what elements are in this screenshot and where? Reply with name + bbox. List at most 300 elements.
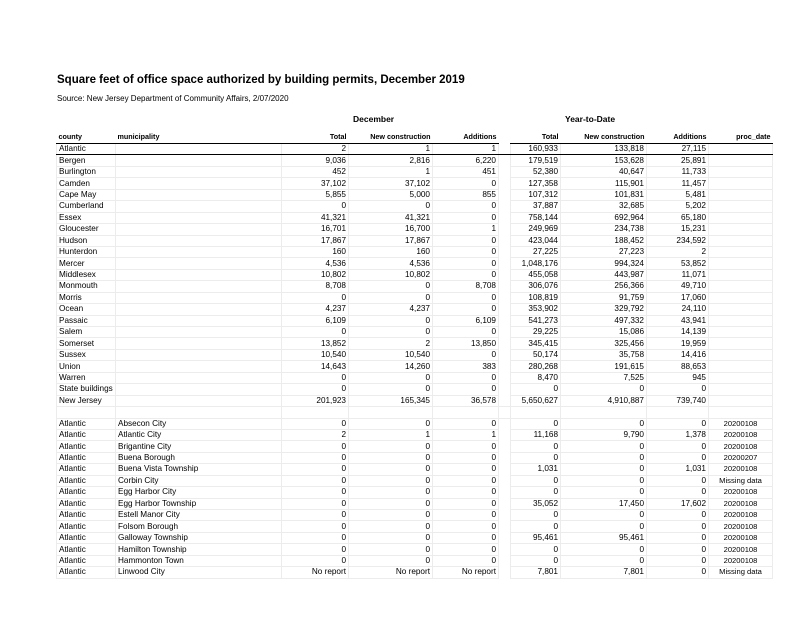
table-cell: 9,036 [282, 155, 349, 166]
table-cell: 0 [433, 487, 499, 498]
gap-cell [499, 372, 511, 383]
table-cell: 0 [282, 487, 349, 498]
table-cell: New Jersey [57, 395, 116, 406]
table-cell: 0 [561, 487, 647, 498]
gap-cell [499, 487, 511, 498]
table-cell [709, 292, 773, 303]
table-cell: 7,801 [561, 567, 647, 578]
table-cell: 52,380 [511, 166, 561, 177]
table-cell [116, 292, 282, 303]
table-cell: Hammonton Town [116, 555, 282, 566]
gap-cell [499, 304, 511, 315]
table-cell: State buildings [57, 384, 116, 395]
table-cell: Buena Borough [116, 452, 282, 463]
table-cell: 17,867 [282, 235, 349, 246]
table-cell: 0 [282, 510, 349, 521]
spacer-cell [561, 407, 647, 418]
table-cell: 0 [561, 384, 647, 395]
table-row [57, 544, 773, 555]
table-cell: 15,231 [647, 224, 709, 235]
table-cell: 0 [349, 327, 433, 338]
table-cell [116, 395, 282, 406]
table-cell: 0 [647, 532, 709, 543]
table-cell: 0 [511, 487, 561, 498]
source-note: Source: New Jersey Department of Community Affairs, 2/07/2020 [57, 94, 289, 103]
table-row [57, 452, 773, 463]
table-cell: 188,452 [561, 235, 647, 246]
table-cell: Missing data [709, 475, 773, 486]
table-cell: 4,536 [282, 258, 349, 269]
table-cell: 16,700 [349, 224, 433, 235]
table-cell: Buena Vista Township [116, 464, 282, 475]
table-row [57, 418, 773, 429]
table-cell: 14,139 [647, 327, 709, 338]
table-cell: Atlantic [57, 475, 116, 486]
gap-cell [499, 418, 511, 429]
table-cell: 0 [433, 532, 499, 543]
table-cell [709, 338, 773, 349]
table-cell: 0 [282, 521, 349, 532]
table-cell: 15,086 [561, 327, 647, 338]
table-cell [116, 155, 282, 166]
table-cell: Atlantic [57, 498, 116, 509]
gap-cell [499, 166, 511, 177]
table-cell: 0 [349, 452, 433, 463]
table-cell: 0 [349, 441, 433, 452]
table-cell [709, 166, 773, 177]
table-cell: 0 [433, 510, 499, 521]
table-cell: 91,759 [561, 292, 647, 303]
table-cell: 17,060 [647, 292, 709, 303]
gap-cell [499, 281, 511, 292]
table-cell: 0 [647, 384, 709, 395]
table-cell: Folsom Borough [116, 521, 282, 532]
table-cell: 0 [433, 292, 499, 303]
table-row [57, 395, 773, 406]
spacer-cell [499, 407, 511, 418]
table-cell: 2 [349, 338, 433, 349]
table-cell [709, 384, 773, 395]
table-cell: 20200108 [709, 544, 773, 555]
table-cell: 451 [433, 166, 499, 177]
table-cell: 20200207 [709, 452, 773, 463]
table-cell: 249,969 [511, 224, 561, 235]
table-cell: Galloway Township [116, 532, 282, 543]
table-cell: 8,708 [433, 281, 499, 292]
table-cell: 0 [433, 475, 499, 486]
table-cell: 0 [349, 384, 433, 395]
table-cell: 452 [282, 166, 349, 177]
table-cell: 0 [433, 384, 499, 395]
table-cell: 0 [349, 475, 433, 486]
col-dec-total: Total [282, 131, 349, 144]
table-cell: 0 [433, 212, 499, 223]
table-cell: Atlantic [57, 429, 116, 440]
col-county: county [57, 131, 116, 144]
table-cell [709, 327, 773, 338]
table-cell: 0 [647, 418, 709, 429]
table-cell: 0 [511, 441, 561, 452]
table-cell: 0 [349, 521, 433, 532]
table-cell: 53,852 [647, 258, 709, 269]
table-cell: 0 [511, 475, 561, 486]
table-cell: 160,933 [511, 144, 561, 155]
table-cell: 306,076 [511, 281, 561, 292]
table-cell: 0 [349, 464, 433, 475]
gap-cell [499, 498, 511, 509]
table-cell: 2 [282, 429, 349, 440]
table-cell: 165,345 [349, 395, 433, 406]
table-cell: 0 [433, 201, 499, 212]
table-cell [116, 281, 282, 292]
table-cell: 11,457 [647, 178, 709, 189]
table-cell: 95,461 [561, 532, 647, 543]
table-cell: Essex [57, 212, 116, 223]
table-cell: Atlantic [57, 464, 116, 475]
table-cell: 0 [349, 487, 433, 498]
table-cell: 11,733 [647, 166, 709, 177]
table-cell: Camden [57, 178, 116, 189]
table-cell: 20200108 [709, 555, 773, 566]
table-cell: 4,910,887 [561, 395, 647, 406]
gap-cell [499, 567, 511, 578]
table-row [57, 475, 773, 486]
spacer-cell [433, 407, 499, 418]
table-cell: 35,758 [561, 349, 647, 360]
table-row [57, 235, 773, 246]
table-cell: 443,987 [561, 269, 647, 280]
table-cell: 0 [282, 544, 349, 555]
table-cell [116, 178, 282, 189]
table-cell [116, 224, 282, 235]
table-cell: 1,048,176 [511, 258, 561, 269]
table-cell: Atlantic [57, 544, 116, 555]
gap-cell [499, 544, 511, 555]
table-cell: 4,237 [282, 304, 349, 315]
gap-cell [499, 235, 511, 246]
table-cell: 0 [349, 315, 433, 326]
table-cell [116, 338, 282, 349]
table-row [57, 281, 773, 292]
table-cell: Missing data [709, 567, 773, 578]
table-cell: 16,701 [282, 224, 349, 235]
table-cell [709, 372, 773, 383]
table-cell: Atlantic [57, 532, 116, 543]
table-row [57, 338, 773, 349]
table-row [57, 315, 773, 326]
table-cell [709, 269, 773, 280]
table-cell [709, 246, 773, 257]
gap-cell [499, 532, 511, 543]
table-cell: 36,578 [433, 395, 499, 406]
table-cell: 127,358 [511, 178, 561, 189]
table-cell: 17,602 [647, 498, 709, 509]
table-cell: 1 [433, 144, 499, 155]
table-cell: 541,273 [511, 315, 561, 326]
table-row [57, 258, 773, 269]
table-cell: 0 [511, 555, 561, 566]
table-cell [116, 349, 282, 360]
table-cell: 1 [349, 166, 433, 177]
table-cell: Atlantic [57, 487, 116, 498]
table-cell [116, 269, 282, 280]
table-cell [709, 178, 773, 189]
spacer-cell [116, 407, 282, 418]
table-cell: 13,852 [282, 338, 349, 349]
table-cell: 0 [282, 532, 349, 543]
table-cell [116, 201, 282, 212]
table-cell: 13,850 [433, 338, 499, 349]
table-cell: 234,592 [647, 235, 709, 246]
table-row [57, 441, 773, 452]
table-cell: 115,901 [561, 178, 647, 189]
spacer-row [57, 407, 773, 418]
table-cell: Mercer [57, 258, 116, 269]
spacer-cell [647, 407, 709, 418]
table-cell: 160 [349, 246, 433, 257]
gap-cell [499, 441, 511, 452]
table-cell: 1 [349, 429, 433, 440]
table-cell: 50,174 [511, 349, 561, 360]
col-dec-new: New construction [349, 131, 433, 144]
table-cell: 0 [647, 475, 709, 486]
table-cell: 0 [561, 544, 647, 555]
table-cell: 739,740 [647, 395, 709, 406]
table-row [57, 304, 773, 315]
table-cell: 497,332 [561, 315, 647, 326]
table-cell: 17,867 [349, 235, 433, 246]
table-cell [116, 235, 282, 246]
table-cell [709, 224, 773, 235]
table-cell [709, 361, 773, 372]
table-cell [709, 349, 773, 360]
gap-cell [499, 269, 511, 280]
table-cell: 0 [511, 544, 561, 555]
table-cell: 0 [349, 281, 433, 292]
table-cell: 20200108 [709, 532, 773, 543]
gap-cell [499, 395, 511, 406]
table-row [57, 246, 773, 257]
gap-cell [499, 464, 511, 475]
table-cell: 0 [349, 498, 433, 509]
table-cell: 7,801 [511, 567, 561, 578]
table-cell: 0 [433, 544, 499, 555]
table-cell: Ocean [57, 304, 116, 315]
table-row [57, 189, 773, 200]
table-cell: 0 [433, 418, 499, 429]
gap-cell [499, 349, 511, 360]
table-cell: Corbin City [116, 475, 282, 486]
table-cell: 14,416 [647, 349, 709, 360]
table-cell: 6,109 [282, 315, 349, 326]
table-cell: 41,321 [349, 212, 433, 223]
table-cell: 49,710 [647, 281, 709, 292]
table-cell: 0 [282, 201, 349, 212]
gap-cell [499, 292, 511, 303]
table-cell: 0 [349, 555, 433, 566]
gap-cell [499, 246, 511, 257]
table-cell: Somerset [57, 338, 116, 349]
gap-cell [499, 510, 511, 521]
table-cell: 0 [433, 464, 499, 475]
gap-cell [499, 521, 511, 532]
table-row [57, 464, 773, 475]
table-cell: Atlantic [57, 441, 116, 452]
table-cell: 0 [561, 452, 647, 463]
gap-cell [499, 201, 511, 212]
table-cell: 20200108 [709, 441, 773, 452]
table-cell [116, 246, 282, 257]
table-cell: 0 [349, 532, 433, 543]
table-cell: Cape May [57, 189, 116, 200]
table-cell: 0 [282, 418, 349, 429]
table-cell: 5,000 [349, 189, 433, 200]
table-cell: Atlantic City [116, 429, 282, 440]
table-cell: 945 [647, 372, 709, 383]
table-cell: 20200108 [709, 429, 773, 440]
table-cell [709, 304, 773, 315]
table-cell: 0 [282, 475, 349, 486]
table-cell [709, 212, 773, 223]
table-cell [116, 315, 282, 326]
permits-table [56, 131, 773, 579]
spacer-cell [511, 407, 561, 418]
table-cell: 1,378 [647, 429, 709, 440]
table-cell: Egg Harbor Township [116, 498, 282, 509]
table-row [57, 155, 773, 166]
table-cell: 10,802 [282, 269, 349, 280]
table-cell: 0 [647, 567, 709, 578]
table-cell: 37,102 [282, 178, 349, 189]
table-cell: 0 [282, 498, 349, 509]
table-cell: 14,643 [282, 361, 349, 372]
table-cell: 0 [433, 304, 499, 315]
table-cell: 0 [511, 452, 561, 463]
gap-cell [499, 338, 511, 349]
col-ytd-total: Total [511, 131, 561, 144]
gap-cell [499, 189, 511, 200]
gap-cell [499, 361, 511, 372]
table-cell: 153,628 [561, 155, 647, 166]
header-row [57, 131, 773, 144]
table-cell: Monmouth [57, 281, 116, 292]
table-row [57, 361, 773, 372]
table-cell: Burlington [57, 166, 116, 177]
table-row [57, 269, 773, 280]
table-cell: 20200108 [709, 487, 773, 498]
table-cell: 0 [561, 418, 647, 429]
table-cell: 101,831 [561, 189, 647, 200]
table-cell: 0 [433, 235, 499, 246]
table-cell: 108,819 [511, 292, 561, 303]
table-cell: Atlantic [57, 452, 116, 463]
table-row [57, 292, 773, 303]
table-cell: 0 [433, 452, 499, 463]
table-cell: 201,923 [282, 395, 349, 406]
table-cell: 0 [433, 269, 499, 280]
spacer-cell [709, 407, 773, 418]
table-cell: 0 [433, 178, 499, 189]
table-cell [709, 281, 773, 292]
gap-cell [499, 429, 511, 440]
table-cell: Brigantine City [116, 441, 282, 452]
table-cell: 0 [349, 418, 433, 429]
table-cell: 1 [433, 429, 499, 440]
table-cell: No report [433, 567, 499, 578]
table-cell: 0 [511, 384, 561, 395]
table-row [57, 144, 773, 155]
table-cell: 41,321 [282, 212, 349, 223]
table-cell [116, 258, 282, 269]
table-cell [116, 384, 282, 395]
gap-cell [499, 212, 511, 223]
table-cell: 994,324 [561, 258, 647, 269]
table-cell: 0 [433, 246, 499, 257]
table-cell: 692,964 [561, 212, 647, 223]
table-cell: Warren [57, 372, 116, 383]
table-cell: 325,456 [561, 338, 647, 349]
col-ytd-new: New construction [561, 131, 647, 144]
table-cell: Atlantic [57, 144, 116, 155]
gap-cell [499, 555, 511, 566]
december-group-header: December [353, 114, 395, 124]
table-cell: 0 [647, 544, 709, 555]
table-row [57, 510, 773, 521]
table-cell: 0 [349, 201, 433, 212]
table-cell: Hunterdon [57, 246, 116, 257]
col-dec-additions: Additions [433, 131, 499, 144]
table-cell: 37,102 [349, 178, 433, 189]
table-cell: Egg Harbor City [116, 487, 282, 498]
table-cell: 6,109 [433, 315, 499, 326]
table-cell [116, 361, 282, 372]
table-cell: 0 [282, 292, 349, 303]
table-cell: 7,525 [561, 372, 647, 383]
table-row [57, 498, 773, 509]
table-cell: 29,225 [511, 327, 561, 338]
table-cell: 0 [282, 384, 349, 395]
table-row [57, 372, 773, 383]
table-cell: 11,168 [511, 429, 561, 440]
table-cell: 0 [561, 510, 647, 521]
table-cell: 0 [282, 327, 349, 338]
table-cell: Atlantic [57, 510, 116, 521]
table-cell: 0 [511, 521, 561, 532]
table-cell: 25,891 [647, 155, 709, 166]
table-cell: 20200108 [709, 464, 773, 475]
col-proc-date: proc_date [709, 131, 773, 144]
table-cell: 0 [433, 521, 499, 532]
table-cell: 10,802 [349, 269, 433, 280]
table-cell: 0 [647, 452, 709, 463]
table-cell: Passaic [57, 315, 116, 326]
table-row [57, 487, 773, 498]
table-cell: 1,031 [511, 464, 561, 475]
spacer-cell [349, 407, 433, 418]
table-cell: Atlantic [57, 521, 116, 532]
table-cell: No report [349, 567, 433, 578]
table-cell: Cumberland [57, 201, 116, 212]
col-ytd-additions: Additions [647, 131, 709, 144]
table-cell [116, 372, 282, 383]
table-cell: 88,653 [647, 361, 709, 372]
table-row [57, 201, 773, 212]
table-cell: 0 [349, 292, 433, 303]
table-cell: 2 [282, 144, 349, 155]
table-cell: Hudson [57, 235, 116, 246]
table-cell [709, 315, 773, 326]
table-cell: 5,481 [647, 189, 709, 200]
